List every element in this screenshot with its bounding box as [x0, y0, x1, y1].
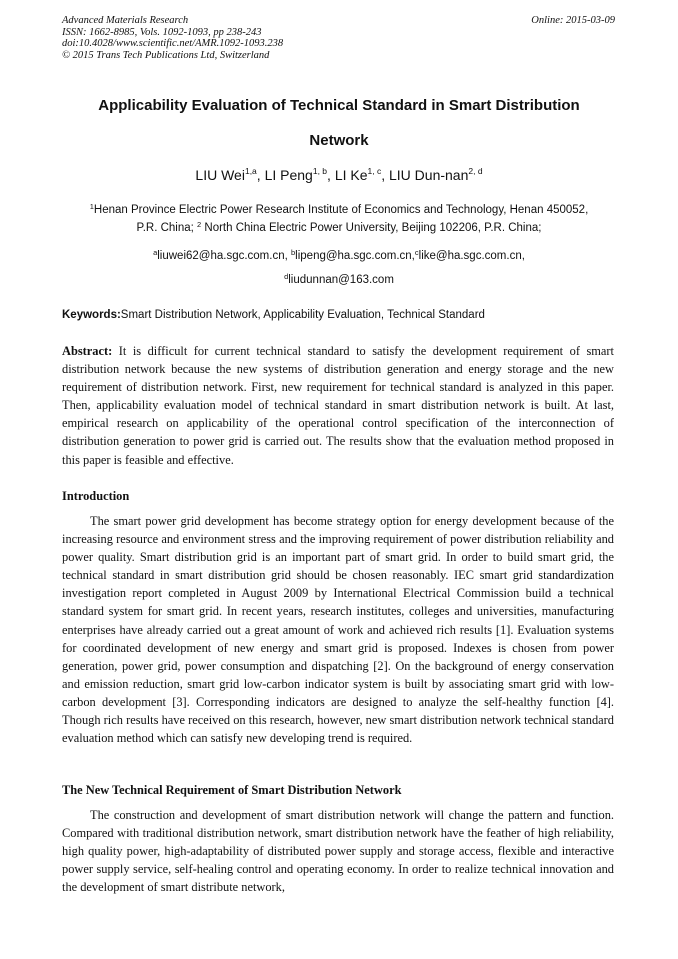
author-name: LIU Wei [195, 167, 245, 183]
doi-line: doi:10.4028/www.scientific.net/AMR.1092-1093.238 [62, 38, 284, 50]
email-mark: d [284, 272, 289, 281]
introduction-paragraph: The smart power grid development has become strategy option for energy development because of the increasing resource and environment stress and the improving requirement of power distribution reliability and power quality. Smart distribution grid is an important part of smart grid. In order to build smart grid, the technical standard in smart distribution grid should be chosen reasonably. IEC smart grid standardization investigation report completed in August 2009 by International Electrical Commission build a technical standard system for smart grid. In recent years, research institutes, colleges and universities, manufacturing enterprises have already carried out a great amount of work and achieved rich results [1]. Evaluation systems for coordinated development of new energy and smart grid is proposed. Indexes is chosen from power generation, power grid, power consumption and dispatching [2]. On the background of energy conservation and emission reduction, smart grid low-carbon indicator system is built by associating smart grid with low-carbon development [3]. Corresponding indicators are designed to analyze the self-healthy function [4]. Though rich results have received on this research, however, new smart distribution network technical standard evaluation method which can satisfy new developing trend is required. [62, 514, 614, 746]
section-heading-introduction: Introduction [62, 489, 130, 503]
affiliation-text: P.R. China; [136, 222, 198, 234]
email-mark: c [414, 248, 419, 257]
journal-name: Advanced Materials Research [62, 15, 189, 26]
affiliation-line-2 [62, 219, 616, 237]
keywords-label: Keywords: [62, 309, 121, 321]
email-address: lipeng@ha.sgc.com.cn, [295, 250, 415, 262]
section-heading-new-requirement: The New Technical Requirement of Smart Distribution Network [62, 783, 402, 797]
author-separator: , [256, 167, 265, 183]
author-separator: , [327, 167, 335, 183]
email-address: like@ha.sgc.com.cn, [418, 250, 525, 262]
title-line-2: Network [309, 132, 369, 149]
author-emails [62, 244, 616, 292]
affiliation-text: North China Electric Power University, Beijing 102206, P.R. China; [201, 222, 542, 234]
author-name: LI Ke [334, 167, 368, 183]
author-affiliation-mark: 1,a [244, 166, 257, 176]
author-affiliation-mark: 2, d [468, 166, 483, 176]
abstract [62, 342, 614, 469]
abstract-label: Abstract: [62, 344, 113, 358]
keywords-text: Smart Distribution Network, Applicability Evaluation, Technical Standard [120, 309, 485, 321]
affiliation-mark: 1 [89, 202, 94, 211]
abstract-text: It is difficult for current technical standard to satisfy the development requirement of smart distribution network because the new systems of distribution generation and energy storage and the new requirement of distribution network. First, new requirement for technical standard is analyzed in this paper. Then, applicability evaluation model of technical standard in smart distribution network is built. At last, empirical research on applicability of the operational control specification of the interconnection of distribution generation to power grid is carried out. The results show that the evaluation method proposed in this paper is feasible and effective. [62, 344, 614, 467]
email-mark: b [291, 248, 296, 257]
affiliations [62, 201, 616, 237]
title-line-1: Applicability Evaluation of Technical Standard in Smart Distribution [98, 97, 580, 114]
online-date: Online: 2015-03-09 [531, 15, 615, 26]
author-name: LIU Dun-nan [389, 167, 469, 183]
author-name: LI Peng [264, 167, 313, 183]
journal-metadata [62, 15, 283, 61]
affiliation-line-1 [62, 201, 616, 219]
author-separator: , [381, 167, 389, 183]
affiliation-text: Henan Province Electric Power Research Institute of Economics and Technology, Henan 450052, [93, 204, 589, 216]
author-affiliation-mark: 1, b [312, 166, 328, 176]
author-list [62, 164, 616, 186]
email-line-2 [62, 268, 616, 292]
email-address: liudunnan@163.com [288, 274, 394, 286]
new-requirement-paragraph: The construction and development of smart distribution network will change the pattern and function. Compared with traditional distribution network, smart distribution network have the feather of high reliability, high quality power, high-adaptability of distributed power supply and storage access, flexible and interactive power supply service, self-healing control and operating economy. In order to realize technical innovation and the development of smart distribute network, [62, 808, 614, 895]
keywords [62, 307, 616, 323]
email-line-1 [62, 244, 616, 268]
affiliation-mark: 2 [197, 220, 202, 229]
email-mark: a [153, 248, 158, 257]
issn-line: ISSN: 1662-8985, Vols. 1092-1093, pp 238-243 [62, 26, 262, 38]
copyright-line: © 2015 Trans Tech Publications Ltd, Switzerland [62, 49, 270, 61]
paper-title [62, 88, 616, 158]
email-address: liuwei62@ha.sgc.com.cn, [157, 250, 291, 262]
author-affiliation-mark: 1, c [367, 166, 382, 176]
